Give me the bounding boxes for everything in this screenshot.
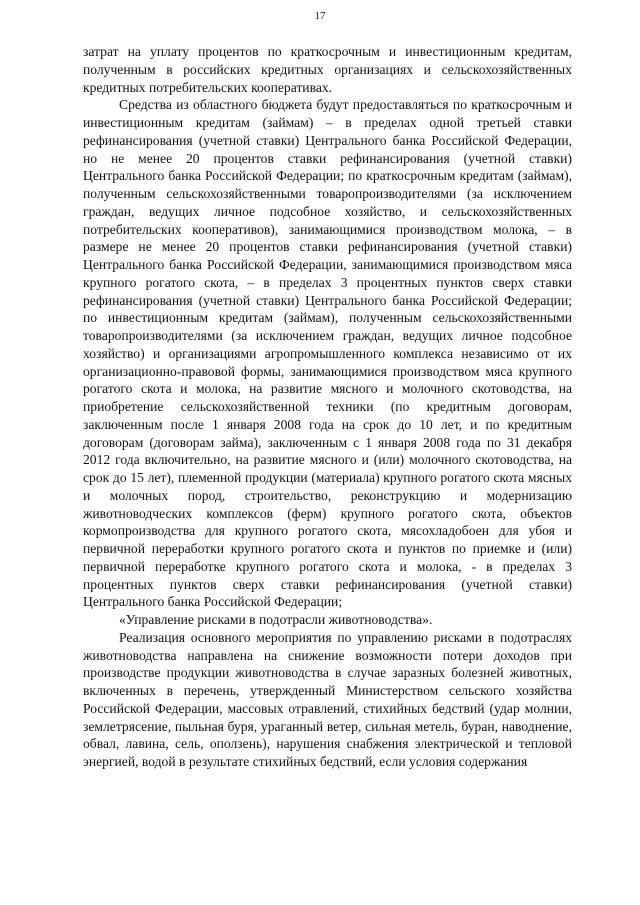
paragraph-section-heading: «Управление рисками в подотрасли животноводства». — [119, 612, 433, 627]
page-number: 17 — [314, 10, 326, 22]
paragraph-continuation: затрат на уплату процентов по краткосрочным и инвестиционным кредитам, полученным в российских кредитных организациях и сельскохозяйственных кредитных потребительских кооперативах. — [83, 44, 572, 95]
paragraph-budget-funds: Средства из областного бюджета будут предоставляться по краткосрочным и инвестиционным кредитам (займам) – в пределах одной третьей ставки рефинансирования (учетной ставки) Центрального банка Российской Федерации, но не менее 20 процентов ставки рефинансирования (учетной ставки) Центрального банка Российской Федерации; по краткосрочным кредитам (займам), полученным сельскохозяйственными товаропроизводителями (за исключением граждан, ведущих личное подсобное хозяйство, и сельскохозяйственных потребительских кооперативов), занимающимися производством молока, – в размере не менее 20 процентов ставки рефинансирования (учетной ставки) Центрального банка Российской Федерации, занимающимися производством мяса крупного рогатого скота, – в пределах 3 процентных пунктов сверх ставки рефинансирования (учетной ставки) Центрального банка Российской Федерации; по инвестиционным кредитам (займам), полученным сельскохозяйственными товаропроизводителями (за исключением граждан, ведущих личное подсобное хозяйство) и организациями агропромышленного комплекса независимо от их организационно-правовой формы, занимающимися производством мяса крупного рогатого скота и молока, на развитие мясного и молочного скотоводства, на приобретение сельскохозяйственной техники (по кредитным договорам, заключенным после 1 января 2008 года на срок до 10 лет, и по кредитным договорам (договорам займа), заключенным с 1 января 2008 года по 31 декабря 2012 года включительно, на развитие мясного и (или) молочного скотоводства, на срок до 15 лет), племенной продукции (материала) крупного рогатого скота мясных и молочных пород, строительство, реконструкцию и модернизацию животноводческих комплексов (ферм) крупного рогатого скота, объектов кормопроизводства для крупного рогатого скота, мясохладобоен для убоя и первичной переработки крупного рогатого скота и пунктов по приемке и (или) первичной переработке крупного рогатого скота и молока, - в пределах 3 процентных пунктов сверх ставки рефинансирования (учетной ставки) Центрального банка Российской Федерации; — [83, 97, 572, 610]
document-body — [83, 43, 572, 771]
paragraph-risk-management: Реализация основного мероприятия по управлению рисками в подотраслях животноводства направлена на снижение возможности потери доходов при производстве продукции животноводства в случае заразных болезней животных, включенных в перечень, утвержденный Министерством сельского хозяйства Российской Федерации, массовых отравлений, стихийных бедствий (удар молнии, землетрясение, пыльная буря, ураганный ветер, сильная метель, буран, наводнение, обвал, лавина, сель, оползень), нарушения снабжения электрической и тепловой энергией, водой в результате стихийных бедствий, если условия содержания — [83, 629, 572, 769]
